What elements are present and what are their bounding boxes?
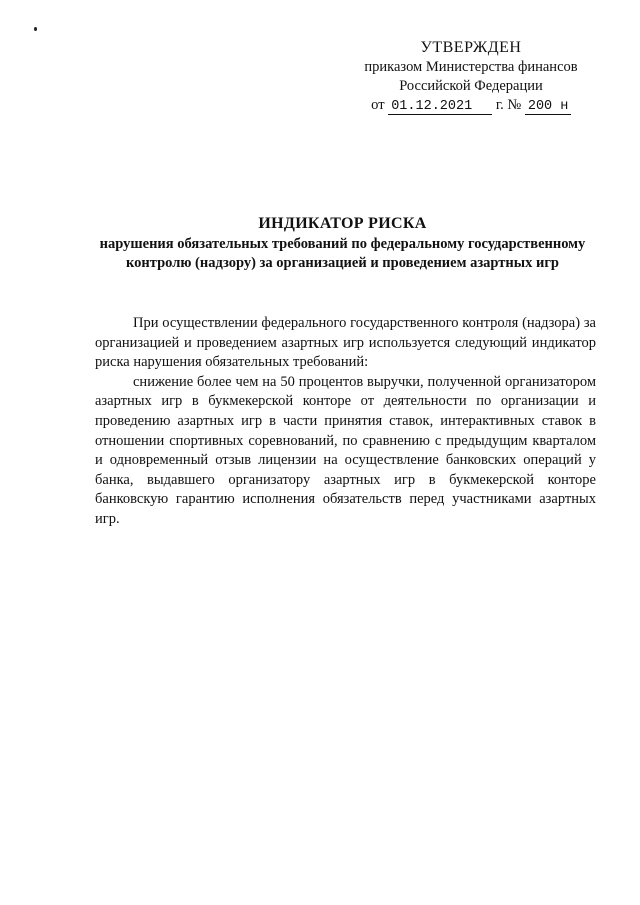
scan-dot-mark [34, 27, 37, 31]
approval-date-line [351, 96, 591, 115]
body-paragraph-indicator: снижение более чем на 50 процентов выручки, полученной организатором азартных игр в букмекерской конторе от деятельности по организации и проведению азартных игр в части принятия ставок, интерактивных ставок в отношении спортивных соревнований, по сравнению с предыдущим кварталом и одновременный отзыв лицензии на осуществление банковских операций у банка, выдавшего организатору азартных игр в букмекерской конторе банковскую гарантию исполнения обязательств перед участниками азартных игр. [95, 373, 596, 527]
approval-date-value: 01.12.2021 [388, 100, 492, 115]
document-title: ИНДИКАТОР РИСКА [258, 215, 427, 232]
document-body [95, 314, 596, 530]
document-subtitle: нарушения обязательных требований по федеральному государственному контролю (надзору) за организацией и проведением азартных игр [99, 236, 586, 271]
approval-number-value: 200 н [525, 100, 571, 115]
document-heading [90, 214, 595, 273]
approval-title: УТВЕРЖДЕН [420, 39, 522, 56]
body-paragraph-intro: При осуществлении федерального государственного контроля (надзора) за организацией и проведением азартных игр используется следующий индикатор риска нарушения обязательных требований: [95, 315, 596, 371]
approval-number-prefix: г. № [495, 97, 522, 113]
approval-issuer-line: приказом Министерства финансов [364, 59, 578, 75]
approval-stamp-block [351, 38, 591, 115]
approval-date-prefix: от [371, 97, 385, 113]
approval-country-line: Российской Федерации [399, 78, 543, 94]
